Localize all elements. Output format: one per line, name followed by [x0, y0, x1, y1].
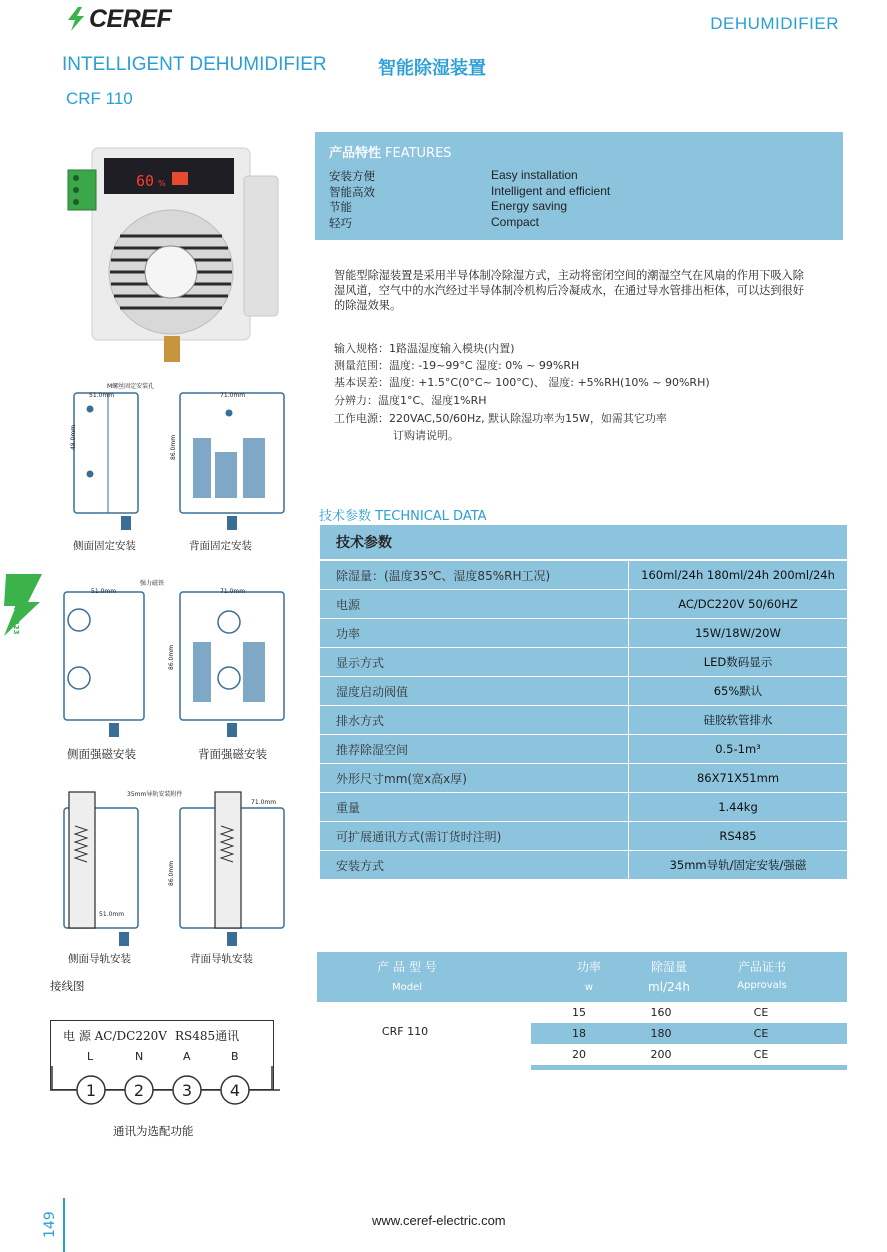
- terminal-number: 4: [229, 1081, 241, 1100]
- spec-line: 输入规格：1路温湿度输入模块(内置): [334, 342, 515, 355]
- bolt-logo-icon: [66, 7, 86, 31]
- svg-text:M螺丝固定安装孔: M螺丝固定安装孔: [107, 383, 155, 390]
- terminal-circles: [50, 1066, 280, 1108]
- table-row: 排水方式 硅胶软管排水: [320, 706, 847, 735]
- svg-text:71.0mm: 71.0mm: [220, 392, 246, 399]
- side-phone-tab: [0, 574, 42, 636]
- product-description: 智能型除湿装置是采用半导体制冷除湿方式，主动将密闭空间的潮湿空气在风扇的作用下吸入除湿风道，空气中的水汽经过半导体制冷机构后冷凝成水，在通过导水管排出柜体，可以达到很好的除湿效果。: [334, 269, 804, 312]
- svg-text:71.0mm: 71.0mm: [251, 799, 277, 806]
- drawing-caption: 背面固定安装: [189, 540, 252, 552]
- heading-cn: 智能除湿装置: [378, 58, 486, 79]
- table-row: 显示方式 LED数码显示: [320, 648, 847, 677]
- svg-text:51.0mm: 51.0mm: [89, 392, 115, 399]
- spec-line: 分辨力：温度1°C、湿度1%RH: [334, 394, 487, 407]
- svg-text:强力磁铁: 强力磁铁: [140, 580, 165, 587]
- tech-table: [320, 525, 847, 880]
- features-panel: [315, 132, 843, 240]
- features-title: 产品特性 FEATURES: [329, 146, 452, 161]
- model-cell: CRF 110: [381, 1025, 429, 1038]
- model-table: 产 品 型 号 Model 功率 w 除湿量 ml/24h 产品证书 Approvals CRF 110 15 160 CE 18 180 CE 20 200 CE: [317, 952, 847, 1070]
- photo-display-value: 60: [136, 172, 155, 190]
- spec-line: 工作电源：220VAC,50/60Hz, 默认除湿功率为15W，如需其它功率: [334, 412, 667, 425]
- svg-text:86.0mm: 86.0mm: [168, 644, 175, 670]
- table-row: 重量 1.44kg: [320, 793, 847, 822]
- drawing-caption: 侧面强磁安装: [67, 747, 136, 761]
- rail-drawings: [55, 786, 300, 954]
- feature-item: 安装方便 Easy installation: [329, 168, 578, 183]
- wiring-title: 接线图: [50, 979, 85, 993]
- feature-item: 轻巧 Compact: [329, 215, 540, 230]
- svg-text:35mm导轨安装附件: 35mm导轨安装附件: [127, 791, 183, 798]
- wiring-note: 通讯为选配功能: [113, 1124, 194, 1138]
- table-row: 可扩展通讯方式(需订货时注明) RS485: [320, 822, 847, 851]
- table-row: 推荐除湿空间 0.5-1m³: [320, 735, 847, 764]
- brand-name: CEREF: [89, 4, 172, 33]
- spec-line: 基本误差：温度: +1.5°C(0°C~ 100°C)、 湿度: +5%RH(10% ~ 90%RH): [334, 376, 710, 389]
- tech-section-title: 技术参数 TECHNICAL DATA: [319, 509, 487, 524]
- model-header: 产 品 型 号: [377, 960, 437, 974]
- table-row: 除湿量：(温度35℃、湿度85%RH工况) 160ml/24h 180ml/24h 200ml/24h: [320, 561, 847, 590]
- terminal-number: 3: [181, 1081, 193, 1100]
- svg-text:86.0mm: 86.0mm: [170, 434, 177, 460]
- drawing-caption: 背面导轨安装: [190, 953, 253, 965]
- power-header: 功率: [576, 960, 601, 974]
- table-row: 功率 15W/18W/20W: [320, 619, 847, 648]
- feature-item: 智能高效 Intelligent and efficient: [329, 184, 611, 199]
- brand-logo: [66, 6, 171, 32]
- table-row: 18 180 CE: [531, 1023, 847, 1044]
- spec-line: 订购请说明。: [393, 429, 459, 442]
- spec-line: 测量范围：温度: -19~99°C 湿度: 0% ~ 99%RH: [334, 359, 580, 372]
- product-photo: [66, 136, 282, 362]
- installation-drawings: [55, 380, 300, 780]
- terminal-number: 2: [133, 1081, 145, 1100]
- table-row: 20 200 CE: [531, 1044, 847, 1065]
- model-number: CRF 110: [66, 89, 133, 108]
- drawing-caption: 侧面固定安装: [73, 540, 136, 552]
- table-row: 15 160 CE: [531, 1002, 847, 1023]
- heading-en: INTELLIGENT DEHUMIDIFIER: [62, 54, 327, 75]
- feature-item: 节能 Energy saving: [329, 199, 568, 214]
- wiring-diagram: 电 源 AC/DC220V RS485通讯 L N A B: [50, 1020, 274, 1090]
- svg-text:51.0mm: 51.0mm: [91, 588, 117, 595]
- table-row: 外形尺寸mm(宽x高x厚) 86X71X51mm: [320, 764, 847, 793]
- page-number: 149: [42, 1211, 58, 1238]
- dehum-header: 除湿量: [650, 960, 687, 974]
- footer-url[interactable]: www.ceref-electric.com: [372, 1213, 506, 1228]
- svg-text:48.0mm: 48.0mm: [70, 424, 77, 450]
- table-row: 安装方式 35mm导轨/固定安装/强磁: [320, 851, 847, 880]
- drawing-caption: 背面强磁安装: [198, 747, 267, 761]
- svg-text:51.0mm: 51.0mm: [99, 911, 125, 918]
- svg-text:%: %: [158, 179, 166, 188]
- svg-text:86.0mm: 86.0mm: [168, 860, 175, 886]
- svg-text:021-68405223: 021-68405223: [12, 578, 20, 635]
- terminal-number: 1: [85, 1081, 97, 1100]
- tech-table-header: 技术参数: [320, 525, 847, 561]
- drawing-caption: 侧面导轨安装: [68, 953, 131, 965]
- table-row: 湿度启动阀值 65%默认: [320, 677, 847, 706]
- category-label: DEHUMIDIFIER: [710, 14, 839, 33]
- table-row: 电源 AC/DC220V 50/60HZ: [320, 590, 847, 619]
- svg-text:71.0mm: 71.0mm: [220, 588, 246, 595]
- cert-header: 产品证书: [737, 960, 786, 974]
